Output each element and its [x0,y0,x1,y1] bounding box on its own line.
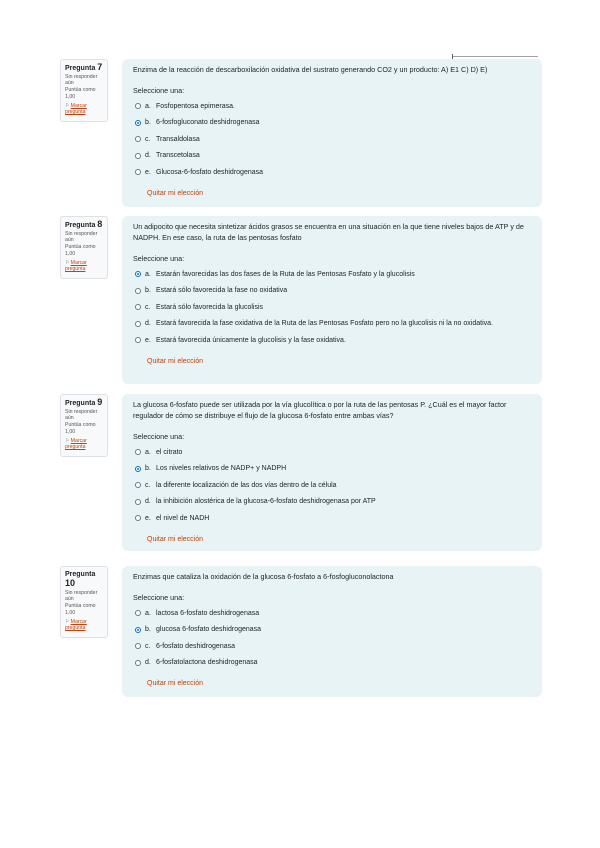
radio-button[interactable] [135,449,141,455]
radio-button[interactable] [135,337,141,343]
answer-prompt: Seleccione una: [133,86,185,95]
radio-button[interactable] [135,321,141,327]
radio-button[interactable] [135,271,141,277]
flag-question-link[interactable]: ⚐Marcar pregunta [65,102,87,116]
question-score: Puntúa como 1,00 [65,244,96,257]
answer-option[interactable]: b. 6-fosfogluconato deshidrogenasa [135,118,531,128]
radio-button[interactable] [135,627,141,633]
radio-button[interactable] [135,288,141,294]
question-number: Pregunta 7 [65,62,103,72]
question-score: Puntúa como 1,00 [65,87,96,100]
question-status: Sin responder aún [65,74,98,87]
answer-option[interactable]: a. Fosfopentosa epimerasa. [135,102,531,112]
question-number: Pregunta 9 [65,397,103,407]
radio-button[interactable] [135,499,141,505]
answer-prompt: Seleccione una: [133,432,185,441]
clear-choice-link[interactable]: Quitar mi elección [147,535,204,543]
radio-button[interactable] [135,153,141,159]
question-content [122,216,542,384]
question-number: Pregunta 10 [65,571,96,588]
answer-option[interactable]: e. Estará favorecida únicamente la glucolisis y la fase oxidativa. [135,336,531,346]
question-content [122,394,542,551]
question-content [122,59,542,207]
answer-option[interactable]: d. Transcetolasa [135,151,531,161]
answer-prompt: Seleccione una: [133,593,185,602]
clear-choice-link[interactable]: Quitar mi elección [147,189,204,197]
question-info [60,394,108,457]
question-text: Un adipocito que necesita sintetizar ácidos grasos se encuentra en una situación en la que tiene niveles bajos de ATP y de NADPH. En ese caso, la ruta de las pentosas fosfato [133,222,524,242]
flag-question-link[interactable]: ⚐Marcar pregunta [65,618,87,632]
flag-question-link[interactable]: ⚐Marcar pregunta [65,437,87,451]
radio-button[interactable] [135,643,141,649]
question-status: Sin responder aún [65,231,98,244]
radio-button[interactable] [135,660,141,666]
answer-option[interactable]: a. lactosa 6-fosfato deshidrogenasa [135,609,531,619]
answer-option[interactable]: c. Transaldolasa [135,135,531,145]
question-content [122,566,542,697]
question-text: Enzima de la reacción de descarboxilación oxidativa del sustrato generando CO2 y un producto: A) E1 C) D) E) [133,65,488,74]
question-score: Puntúa como 1,00 [65,603,96,616]
answer-option[interactable]: e. el nivel de NADH [135,514,531,524]
answer-option[interactable]: b. Estará sólo favorecida la fase no oxidativa [135,286,531,296]
flag-icon: ⚐ [65,102,70,109]
question-info [60,216,108,279]
radio-button[interactable] [135,103,141,109]
answer-option[interactable]: d. Estará favorecida la fase oxidativa de la Ruta de las Pentosas Fosfato pero no la glucolisis ni la no oxidativa. [135,319,531,329]
answer-option[interactable]: b. Los niveles relativos de NADP+ y NADPH [135,464,531,474]
answer-option[interactable]: c. la diferente localización de las dos vías dentro de la célula [135,481,531,491]
question-info [60,566,108,638]
radio-button[interactable] [135,136,141,142]
radio-button[interactable] [135,120,141,126]
flag-question-link[interactable]: ⚐Marcar pregunta [65,259,87,273]
question-status: Sin responder aún [65,409,98,422]
answer-option[interactable]: d. la inhibición alostérica de la glucosa-6-fosfato deshidrogenasa por ATP [135,497,531,507]
question-text: La glucosa 6-fosfato puede ser utilizada por la vía glucolítica o por la ruta de las pentosas P. ¿Cuál es el mayor factor regulador de cómo se distribuye el flujo de la glucosa 6-fosfato entre ambas vías? [133,400,507,420]
question-info [60,59,108,122]
radio-button[interactable] [135,169,141,175]
answer-option[interactable]: c. Estará sólo favorecida la glucolisis [135,303,531,313]
question-score: Puntúa como 1,00 [65,422,96,435]
answer-option[interactable]: c. 6-fosfato deshidrogenasa [135,642,531,652]
answer-option[interactable]: d. 6-fosfatolactona deshidrogenasa [135,658,531,668]
clear-choice-link[interactable]: Quitar mi elección [147,357,204,365]
flag-icon: ⚐ [65,618,70,625]
radio-button[interactable] [135,304,141,310]
question-text: Enzimas que cataliza la oxidación de la glucosa 6-fosfato a 6-fosfogluconolactona [133,572,394,581]
answer-option[interactable]: e. Glucosa-6-fosfato deshidrogenasa [135,168,531,178]
answer-option[interactable]: a. el citrato [135,448,531,458]
answer-prompt: Seleccione una: [133,254,185,263]
clear-choice-link[interactable]: Quitar mi elección [147,680,204,687]
answer-option[interactable]: a. Estarán favorecidas las dos fases de la Ruta de las Pentosas Fosfato y la glucolisis [135,270,531,280]
radio-button[interactable] [135,482,141,488]
answer-option[interactable]: b. glucosa 6-fosfato deshidrogenasa [135,625,531,635]
flag-icon: ⚐ [65,259,70,266]
radio-button[interactable] [135,515,141,521]
radio-button[interactable] [135,466,141,472]
question-number: Pregunta 8 [65,219,103,229]
radio-button[interactable] [135,610,141,616]
flag-icon: ⚐ [65,437,70,444]
question-status: Sin responder aún [65,590,98,603]
